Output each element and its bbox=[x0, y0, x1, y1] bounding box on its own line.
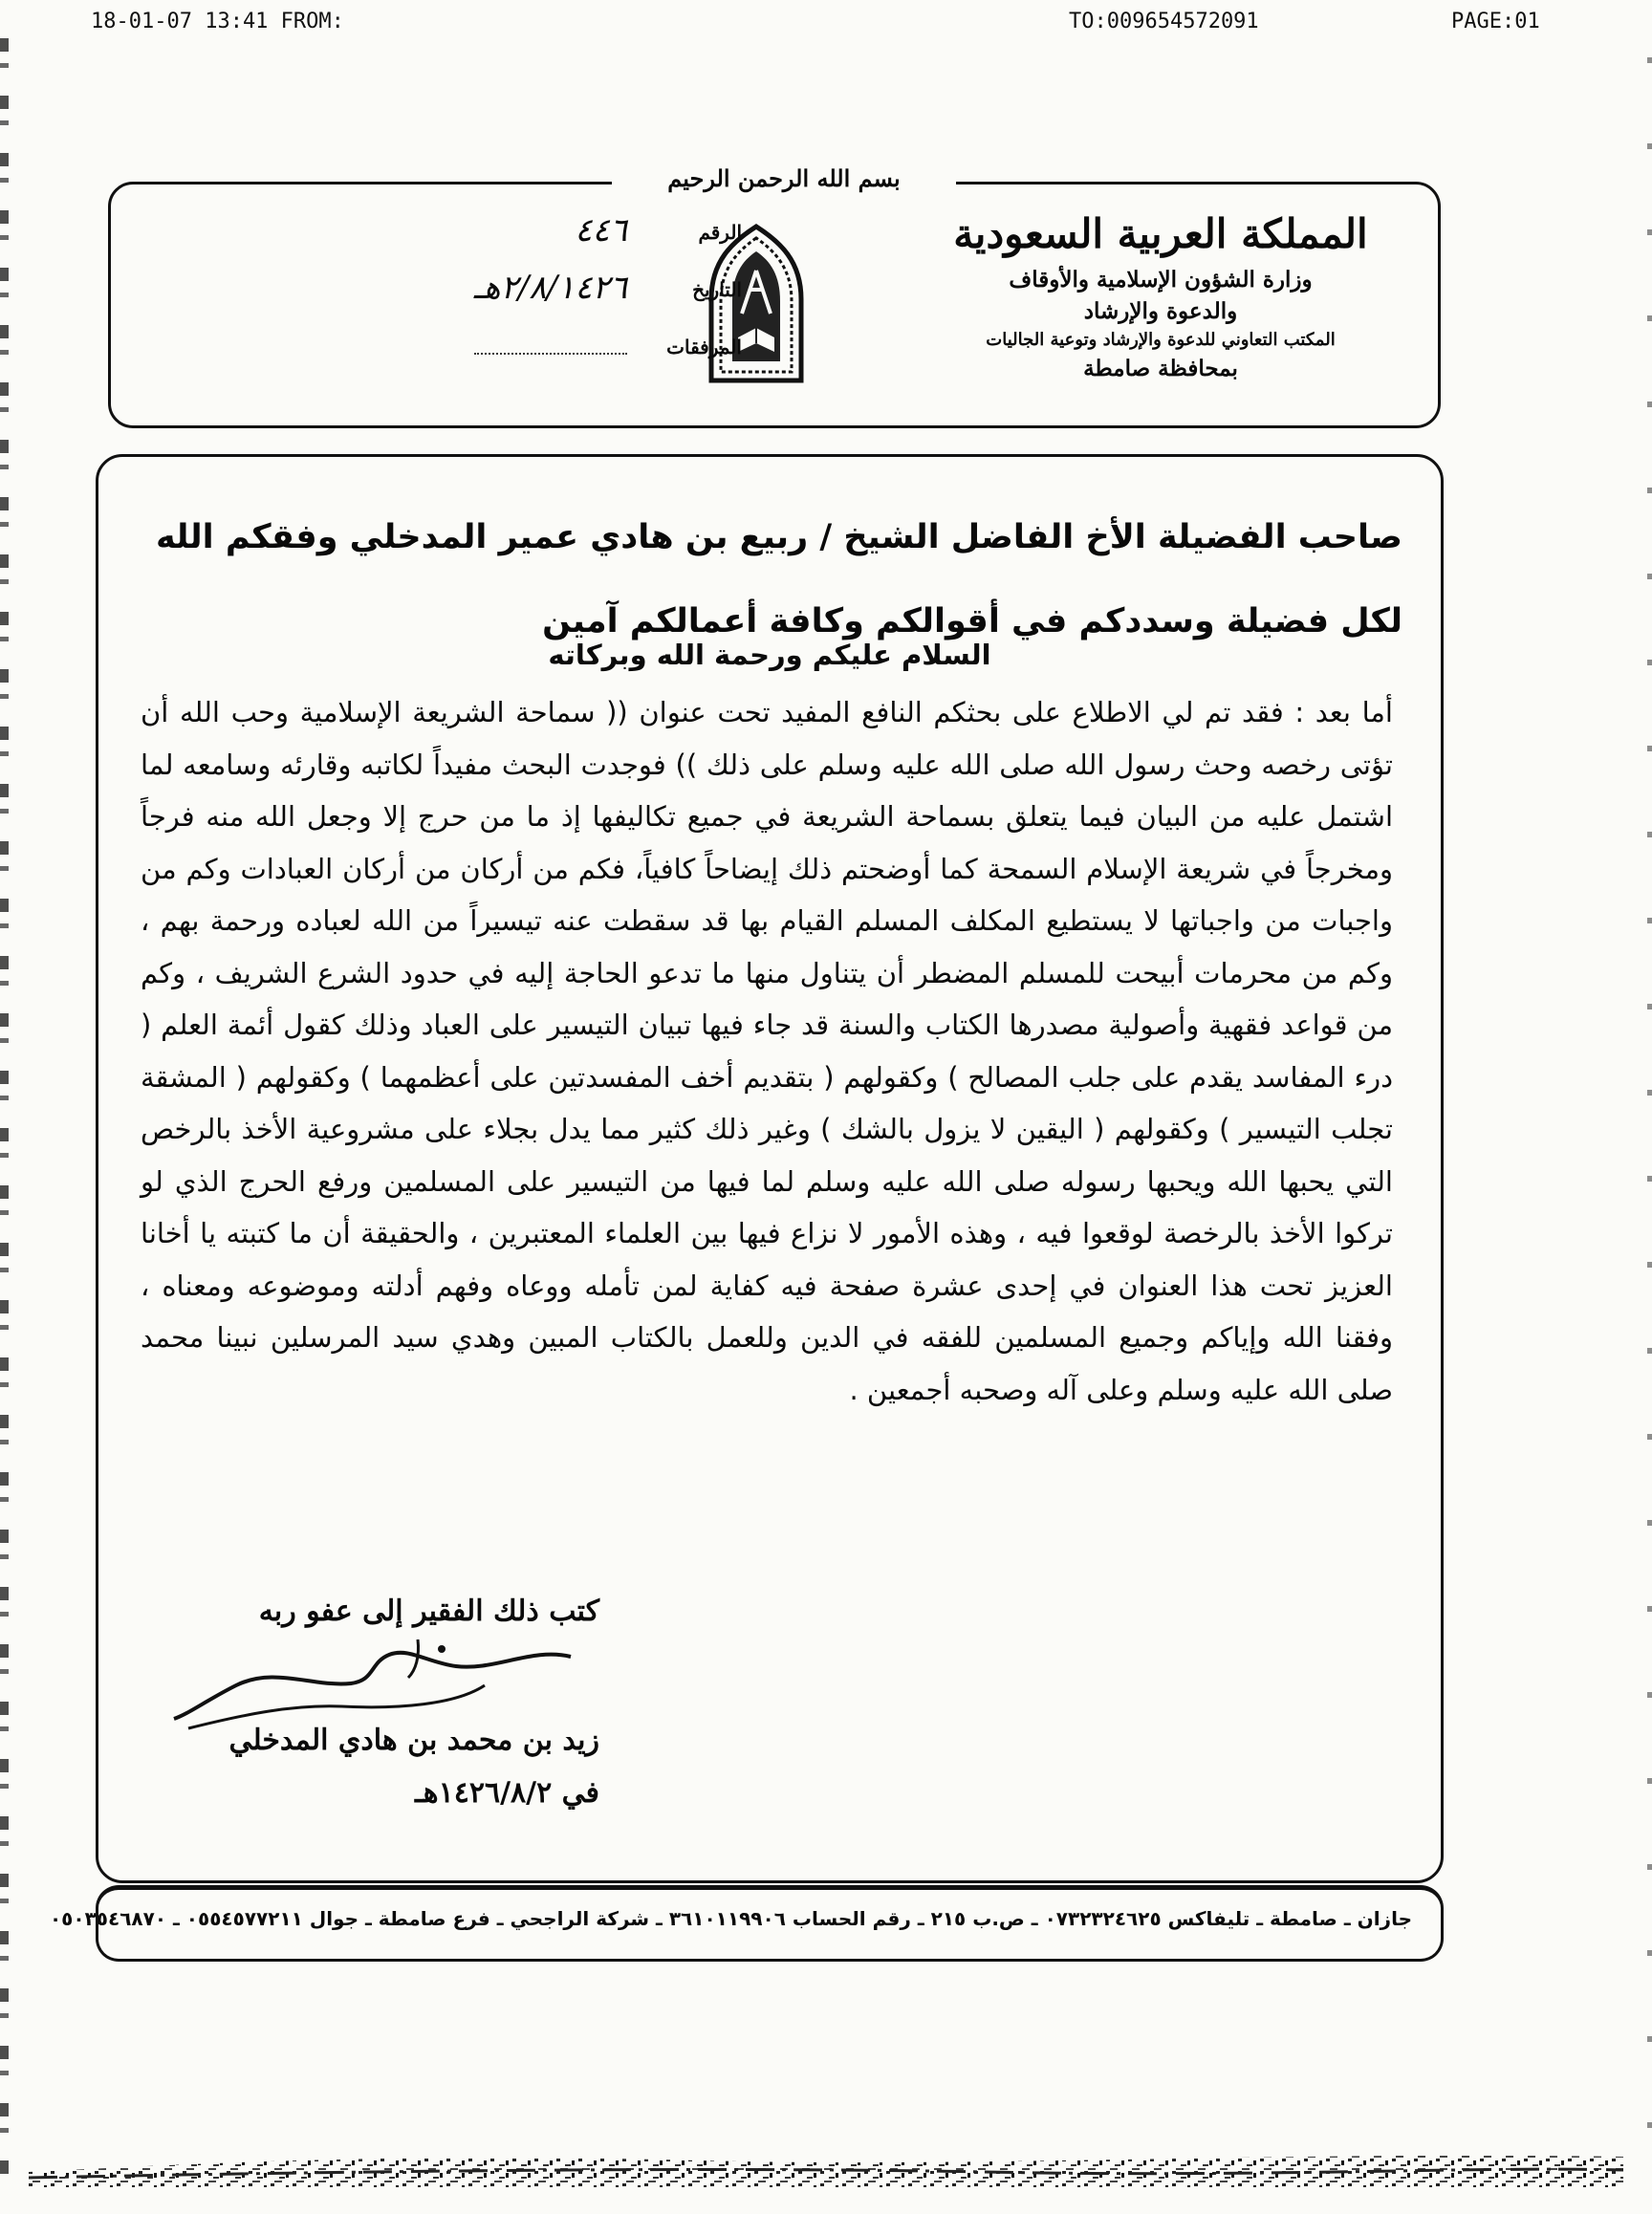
letterhead-organization bbox=[912, 206, 1409, 384]
footer-contact-bar bbox=[49, 1885, 1444, 1962]
reference-number-label: الرقم bbox=[698, 221, 742, 244]
salutation: السلام عليكم ورحمة الله وبركاته bbox=[548, 639, 991, 671]
reference-date-row bbox=[245, 269, 742, 326]
fax-datetime-from: 18-01-07 13:41 FROM: bbox=[91, 10, 344, 33]
reference-date-label: التاريخ bbox=[692, 278, 742, 301]
basmala: بسم الله الرحمن الرحيم bbox=[612, 164, 956, 192]
fax-recipient-number: TO:009654572091 bbox=[1069, 10, 1259, 33]
attachments-row bbox=[245, 326, 742, 383]
governorate-name: بمحافظة صامطة bbox=[1083, 355, 1238, 381]
scan-edge-left bbox=[0, 38, 9, 2180]
scan-noise-strip bbox=[29, 2134, 1623, 2187]
attachments-label: المرفقات bbox=[666, 336, 742, 358]
reference-fields bbox=[245, 211, 742, 383]
reference-number-value: ٤٤٦ bbox=[575, 211, 627, 250]
addressee-line-1: صاحب الفضيلة الأخ الفاضل الشيخ / ربيع بن هادي عمير المدخلي وفقكم الله bbox=[155, 518, 1402, 556]
signature-date: في ١٤٢٦/٨/٢هـ bbox=[415, 1776, 599, 1810]
letterhead bbox=[108, 182, 1441, 428]
fax-header bbox=[0, 0, 1652, 48]
ministry-name: وزارة الشؤون الإسلامية والأوقاف bbox=[1009, 266, 1313, 293]
kingdom-name: المملكة العربية السعودية bbox=[953, 210, 1368, 257]
footer-contact-text: جازان ـ صامطة ـ تليفاكس ٠٧٣٢٣٢٤٦٢٥ ـ ص.ب ٢١٥ ـ رقم الحساب ٣٦١٠١١٩٩٠٦ ـ شركة الراجحي ـ فرع صامطة ـ جوال ٠٥٥٤٥٧٧٢١١ ـ ٠٥٠٣٥٤٦٨٧٠ bbox=[49, 1907, 1412, 1930]
scan-edge-right bbox=[1647, 57, 1652, 2160]
reference-number-row bbox=[245, 211, 742, 269]
office-name: المكتب التعاوني للدعوة والإرشاد وتوعية الجاليات bbox=[986, 329, 1336, 350]
addressee-line-2: لكل فضيلة وسددكم في أقوالكم وكافة أعمالكم آمين bbox=[542, 602, 1402, 640]
dawah-name: والدعوة والإرشاد bbox=[1083, 298, 1238, 325]
signatory-name: زيد بن محمد بن هادي المدخلي bbox=[228, 1724, 599, 1757]
attachments-blank bbox=[474, 353, 627, 355]
fax-page-number: PAGE:01 bbox=[1451, 10, 1540, 33]
reference-date-value: ٢/٨/١٤٢٦هـ bbox=[473, 269, 627, 307]
letter-body bbox=[96, 454, 1444, 1883]
signature-closing: كتب ذلك الفقير إلى عفو ربه bbox=[258, 1595, 599, 1628]
letter-paragraph: أما بعد : فقد تم لي الاطلاع على بحثكم النافع المفيد تحت عنوان (( سماحة الشريعة الإسلامية وحب الله أن تؤتى رخصه وحث رسول الله صلى الله عليه وسلم على ذلك )) فوجدت البحث مفيداً لكاتبه وقارئه وسامعه لما اشتمل عليه من البيان فيما يتعلق بسماحة الشريعة في جميع تكاليفها إذ ما من حرج إلا وجعل الله منه فرجاً ومخرجاً في شريعة الإسلام السمحة كما أوضحتم ذلك إيضاحاً كافياً، فكم من أركان من أركان العبادات وكم من واجبات من واجباتها لا يستطيع المكلف المسلم القيام بها قد سقطت عنه تيسيراً من الله لعباده ورحمة بهم ، وكم من محرمات أبيحت للمسلم المضطر أن يتناول منها ما تدعو الحاجة إليه في حدود الشرع الشريف ، وكم من قواعد فقهية وأصولية مصدرها الكتاب والسنة قد جاء فيها تبيان التيسير على العباد وذلك كقول أئمة العلم ( درء المفاسد يقدم على جلب المصالح ) وكقولهم ( بتقديم أخف المفسدتين على أعظمهما ) وكقولهم ( المشقة تجلب التيسير ) وكقولهم ( اليقين لا يزول بالشك ) وغير ذلك كثير مما يدل بجلاء على مشروعية الأخذ بالرخص التي يحبها الله ويحبها رسوله صلى الله عليه وسلم لما فيها من التيسير على المسلمين ورفع الحرج الذي لو تركوا الأخذ بالرخصة لوقعوا فيه ، وهذه الأمور لا نزاع فيها بين العلماء المعتبرين ، والحقيقة أن ما كتبته يا أخانا العزيز تحت هذا العنوان في إحدى عشرة صفحة فيه كفاية لمن تأمله ووعاه وفهم أدلته وموضوعه ومعناه ، وفقنا الله وإياكم وجميع المسلمين للفقه في الدين وللعمل بالكتاب المبين وهدي سيد المرسلين نبينا محمد صلى الله عليه وسلم وعلى آله وصحبه أجمعين . bbox=[141, 696, 1393, 1406]
